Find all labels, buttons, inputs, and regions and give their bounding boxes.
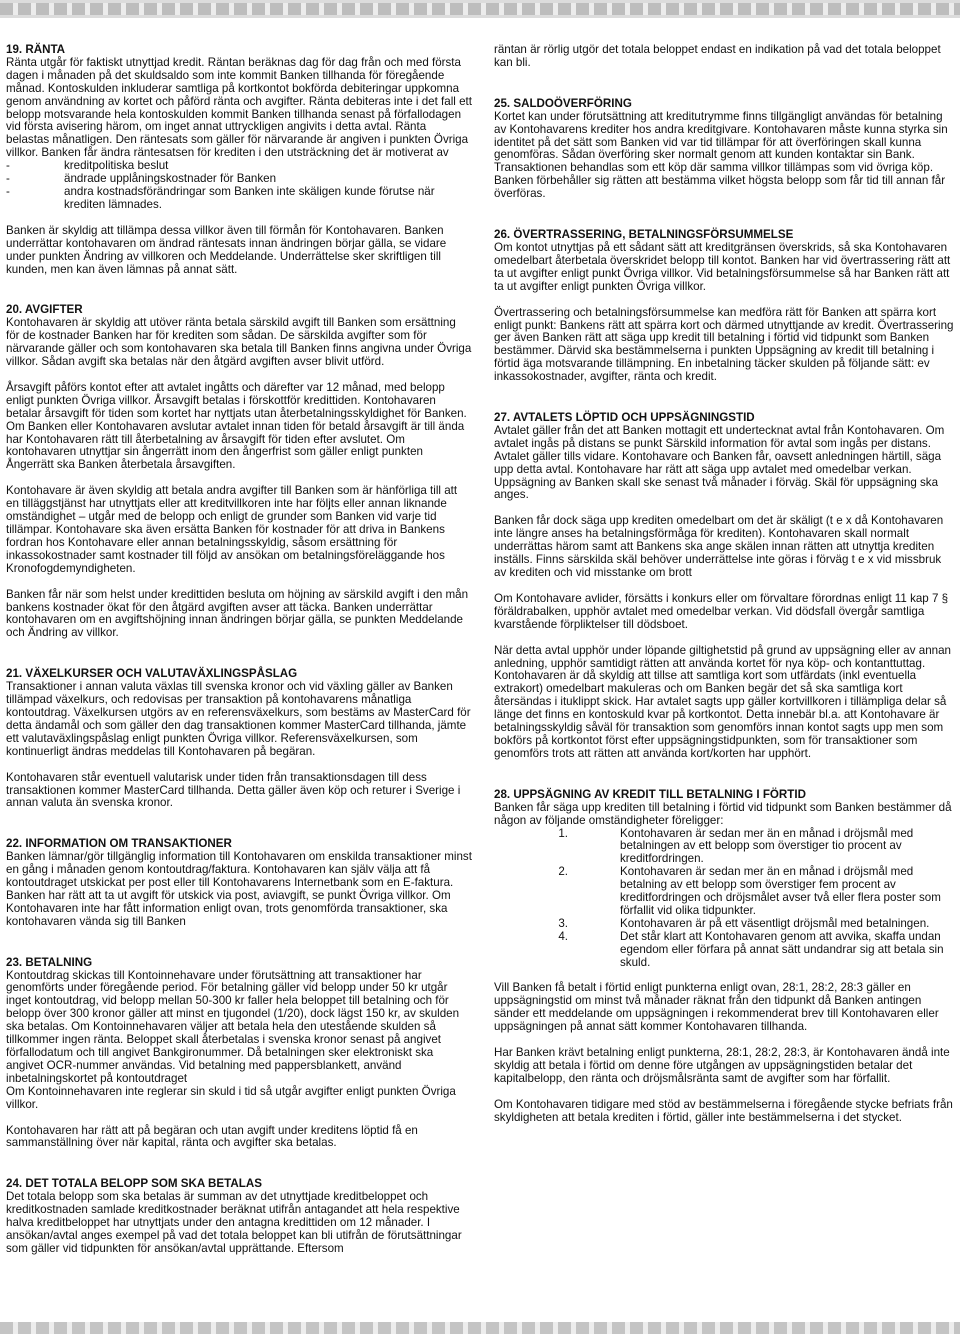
- conditions-list: [494, 828, 956, 970]
- section-heading: 28. UPPSÄGNING AV KREDIT TILL BETALNING I FÖRTID: [494, 787, 806, 801]
- section-heading: 23. BETALNING: [6, 955, 93, 969]
- paragraph: Banken får när som helst under kredittiden besluta om höjning av särskild avgift i den mån bankens kostnader ökat för den åtgärd avgiften avser att täcka. Banken underrättar kontohavaren om en avgiftshöjning innan ändringen börjar gälla, se punkten Meddelande och Ändring av villkor.: [6, 587, 469, 640]
- paragraph: Kortet kan under förutsättning att kreditutrymme finns tillgängligt användas för betalning av Kontohavarens krediter hos andra kreditgivare. Kontohavaren måste kunna styrka sin identitet på det sätt som Banken vid var tid tillämpar för att överföringen skall kunna genomföras. Sådan överföring sker normalt genom att kunden kontaktar sin Bank. Transaktionen behandlas som ett köp där samma villkor tillämpas som vid övriga köp. Banken förbehåller sig rätten att bestämma vilket högsta belopp som får tid till annan får överföras.: [494, 109, 948, 201]
- paragraph: Vill Banken få betalt i förtid enligt punkterna enligt ovan, 28:1, 28:2, 28:3 gäller en uppsägningstid om minst två månader räknat från den tidpunkt då Banken antingen sänder ett meddelande om uppsägningen i rekommenderat brev till Kontohavaren eller uppsägningen på annat sätt kommer Kontohavaren tillhanda.: [494, 981, 939, 1034]
- section-24-continued: [494, 44, 956, 70]
- paragraph: Kontohavaren har rätt att på begäran och utan avgift under kreditens löptid få en sammanställning över när kapital, ränta och avgifter ska betalas.: [6, 1123, 418, 1150]
- section-heading: 25. SALDOÖVERFÖRING: [494, 96, 632, 110]
- paragraph: Transaktioner i annan valuta växlas till svenska kronor och vid växling gäller av Banken tillämpad växelkurs, och redovisas per transaktion på kontohavarens månatliga kontoutdrag. Växelkursen utgörs av en referensväxelkurs, som bestäms av MasterCard för detta ändamål och som gäller den dag transaktionen kommer MasterCard tillhanda, jämte ett valutaväxlingspåslag enligt punkten Övriga villkor. Referensväxelkursen, som kontinuerligt ändras meddelas till Kontohavaren på begäran.: [6, 680, 471, 758]
- paragraph: Kontoutdrag skickas till Kontoinnehavare under förutsättning att transaktioner har genomförts under föregående period. För betalning gäller vid belopp under 50 kr utgår inget kontoutdrag, vid belopp mellan 50-300 kr faller hela beloppet till betalning och för belopp över 300 kronor gäller att minst en tjugondel (1/20), dock lägst 150 kr, av skulden ska betalas. Om Kontoinnehavaren väljer att betala hela den utestående skulden så tillkommer ingen ränta. Beloppet skall återbetalas i svenska kronor senast på angivet förfallodatum och till angivet Bankgironummer. Då betalningen sker elektroniskt ska angivet OCR-nummer användas. Vid betalning med pappersblankett, använd inbetalningskortet på kontoutdraget: [6, 968, 460, 1085]
- reason-list: [6, 160, 472, 212]
- left-column: [6, 44, 472, 1271]
- section-19-interest: [6, 44, 472, 276]
- paragraph: Övertrassering och betalningsförsummelse kan medföra rätt för Banken att spärra kort enligt punkt: Bankens rätt att spärra kort och därmed utnyttjande av kredit. Övertrassering ger även Banken rätt att säga upp kredit till betalning i förtid vid tidpunkt som Banken bestämmer. Därvid ska bestämmelserna i punkten Uppsägning av kredit till betalning i förtid äga motsvarande tillämpning. En inbetalning täcker skulden på följande sätt: ev inkassokostnader, avgifter, ränta och kredit.: [494, 305, 954, 384]
- list-item: - ändrade upplåningskostnader för Banken: [6, 173, 472, 186]
- top-stripe-pattern: [0, 3, 960, 15]
- section-heading: 26. ÖVERTRASSERING, BETALNINGSFÖRSUMMELSE: [494, 228, 794, 242]
- list-text: Kontohavaren är sedan mer än en månad i dröjsmål med betalning av ett belopp som överstiger fem procent av kreditfordringen och dröjsmålet avser två eller flera poster som förfallit vid olika tidpunkter.: [620, 865, 941, 917]
- paragraph: Årsavgift påförs kontot efter att avtalet ingåtts och därefter var 12 månad, med belopp enligt punkten Övriga villkor. Årsavgift betalas i förskottför kredittiden. Kontohavaren betalar årsavgift för tiden som kortet har nyttjats utan återbetalningsskyldighet för Banken. Om Banken eller Kontohavaren avslutar avtalet innan tiden för betald årsavgift är till ända har Kontohavaren rätt till återbetalning av årsavgift för tiden efter avslutet. Om kontohavaren utnyttjar sin ångerrätt inom den ångerfrist som gäller enligt punkten Ångerrätt ska Banken återbetala årsavgiften.: [6, 380, 467, 472]
- paragraph: Om kontot utnyttjas på ett sådant sätt att kreditgränsen överskrids, så ska Kontohavaren omedelbart återbetala överskridet belopp till kontot. Banken har vid övertrassering rätt att ta ut avgifter enligt punkt Övriga villkor. Vid betalningsförsummelse så har Banken rätt att ta ut avgifter enligt punkten Övriga villkor.: [494, 240, 951, 293]
- list-text: Kontohavaren är sedan mer än en månad i dröjsmål med betalningen av ett belopp som överstiger tio procent av kreditfordringen.: [620, 826, 914, 866]
- paragraph: Banken får dock säga upp krediten omedelbart om det är skäligt (t e x då Kontohavaren inte längre anses ha betalningsförmåga för krediten). Kontohavaren skall normalt underrättas härom samt att Bankens ska ange skälen innan rätten att utnyttja krediten inställs. Finns särskilda skäl behöver underrättelse inte göras i förväg t e x vid missbruk av krediten och vid misstanke om brott: [494, 514, 944, 579]
- section-23-payment: [6, 957, 472, 1151]
- list-number: 1.: [558, 826, 568, 840]
- list-item: [494, 918, 956, 931]
- paragraph: Om Kontohavare avlider, försätts i konkurs eller om förvaltare förordnas enligt 11 kap 7 § föräldrabalken, upphör avtalet med omedelbar verkan. Vid dödsfall övergår samtliga kvarstående förpliktelser till dödsboet.: [494, 591, 949, 631]
- paragraph: Kontohavaren är skyldig att utöver ränta betala särskild avgift till Banken som ersättning för de kostnader Banken har för krediten som sådan. De särskilda avgifter som för närvarande gäller och som kontohavaren ska betala till Banken finns angivna under Övriga villkor. Sådan avgift ska betalas när den åtgärd avgiften avser blivit utförd.: [6, 316, 472, 369]
- top-decorative-bar: [0, 0, 960, 18]
- paragraph: Har Banken krävt betalning enligt punkterna, 28:1, 28:2, 28:3, är Kontohavaren ändå inte skyldig att betala i förtid om denne före utgången av uppsägningstiden betalar det kapitalbelopp, den ränta och dröjsmålsränta samt de avgifter som har förfallit.: [494, 1046, 950, 1085]
- paragraph: Ränta utgår för faktiskt utnyttjad kredit. Räntan beräknas dag för dag från och med första dagen i månaden på det skuldsaldo som inte kommit Banken tillhanda för föregående månad. Kontoskulden inkluderar samtliga på kortkontot bokförda debiteringar uppkomna genom användning av kortet och påförd ränta och avgifter. Ränta debiteras inte i det fall ett belopp motsvarande hela kontoskulden kommit Banken tillhanda senast på förfallodagen vid första avisering härom, om inget annat uttryckligen angivits i detta avtal. Ränta belastas månatligen. Den räntesats som gäller för närvarande är angiven i punkten Övriga villkor. Banken får ändra räntesatsen för krediten i den utsträckning det är motiverat av: [6, 55, 472, 160]
- section-heading: 24. DET TOTALA BELOPP SOM SKA BETALAS: [6, 1177, 262, 1191]
- list-number: 2.: [558, 865, 568, 879]
- list-item: - kreditpolitiska beslut: [6, 160, 472, 173]
- section-heading: 20. AVGIFTER: [6, 303, 83, 317]
- paragraph: Om Kontoinnehavaren inte reglerar sin skuld i tid så utgår avgifter enligt punkten Övriga villkor.: [6, 1084, 456, 1111]
- paragraph: Om Kontohavaren tidigare med stöd av bestämmelserna i föregående stycke befriats från skyldigheten att betala krediten i förtid, gäller inte bestämmelserna i det stycket.: [494, 1097, 953, 1124]
- paragraph: Kontohavaren står eventuell valutarisk under tiden från transaktionsdagen till dess transaktionen kommer MasterCard tillhanda. Detta gäller även köp och returer i Sverige i annan valuta än svenska kronor.: [6, 770, 461, 810]
- paragraph: Banken lämnar/gör tillgänglig information till Kontohavaren om enskilda transaktioner minst en gång i månaden genom kontoutdrag/faktura. Kontohavaren kan själv välja att få kontoutdraget utskickat per post eller till Kontohavarens Internetbank som en E-faktura. Banken har rätt att ta ut avgift för utskick via post, aviavgift, se punkt Övriga villkor. Om Kontohavaren inte har fått information enligt ovan, trots genomförda transaktioner, ska kontohavaren vända sig till Banken: [6, 850, 472, 928]
- section-20-fees: [6, 304, 472, 640]
- list-item: [494, 828, 956, 867]
- paragraph: Avtalet gäller från det att Banken mottagit ett undertecknat avtal från Kontohavaren. Om avtalet ingås på distans se punkt Särskild information för avtal som ingås per distans. Avtalet gäller tills vidare. Kontohavare och Banken får, oavsett anledningen härtill, säga upp detta avtal. Kontohavare har rätt att säga upp avtalet med omedelbar verkan. Uppsägning av Banken skall ske senast två månader i förväg. Skäl för uppsägning ska anges.: [494, 423, 945, 502]
- paragraph: Kontohavare är även skyldig att betala andra avgifter till Banken som är hänförliga till att en tilläggstjänst har utnyttjats eller att kreditvillkoren inte har följts eller annan liknande omständighet – utgår med de belopp och enligt de grunder som Banken vid varje tid tillämpar. Kontohavare ska även ersätta Banken för kostnader för att driva in Bankens fordran hos Kontohavare eller annan betalningsskyldig, såsom ersättning för inkassokostnader samt kostnader till följd av ansökan om betalningsföreläggande hos Kronofogdemyndigheten.: [6, 484, 458, 575]
- section-22-transaction-info: [6, 838, 472, 928]
- section-26-overdraft: [494, 229, 956, 384]
- paragraph: När detta avtal upphör under löpande giltighetstid på grund av uppsägning eller av annan anledning, upphör samtidigt rätten att använda kortet för nya köp- och kontanttuttag. Kontohavaren är då skyldig att tillse att samtliga kort som utfärdats (inkl eventuella extrakort) omedelbart makuleras och om Banken begär det så ska samtliga kort återsändas i ituklippt skick. Har avtalet sagts upp gäller kortvillkoren i tillämpliga delar så länge det finns en kontoskuld kvar på kortkontot. Detta innebär bl.a. att Kontohavare är betalningsskyldig såväl för transaktion som genomförs innan kontot sagts upp men som bokförs på kortkontot först efter uppsägningstidpunkten, som för transaktioner som genomförs trots att rätten att använda kort/korten har upphört.: [494, 643, 951, 760]
- list-item: [494, 931, 956, 970]
- section-heading: 22. INFORMATION OM TRANSAKTIONER: [6, 837, 232, 851]
- paragraph: Banken är skyldig att tillämpa dessa villkor även till förmån för Kontohavaren. Banken underrättar kontohavaren om ändrad räntesats innan ändringen börjar gälla, se vidare under punkten Ändring av villkoren och Meddelande. Underrättelse sker skriftligen till kunden, men kan även lämnas på annat sätt.: [6, 223, 447, 276]
- paragraph: räntan är rörlig utgör det totala beloppet endast en indikation på vad det totala beloppet kan bli.: [494, 43, 941, 69]
- section-heading: 19. RÄNTA: [6, 43, 66, 56]
- section-24-total-amount: [6, 1178, 472, 1255]
- section-28-early-termination: [494, 789, 956, 1125]
- list-number: 3.: [558, 916, 568, 930]
- list-text: Det står klart att Kontohavaren genom att avvika, skaffa undan egendom eller förfara på annat sätt undandrar sig att betala sin skuld.: [620, 929, 944, 969]
- section-heading: 21. VÄXELKURSER OCH VALUTAVÄXLINGSPÅSLAG: [6, 667, 298, 681]
- list-item: [494, 866, 956, 918]
- section-25-balance-transfer: [494, 98, 956, 201]
- paragraph: Banken får säga upp krediten till betalning i förtid vid tidpunkt som Banken bestämmer då någon av följande omständigheter föreligger:: [494, 800, 952, 827]
- section-21-exchange-rates: [6, 668, 472, 810]
- list-item: - andra kostnadsförändringar som Banken inte skäligen kunde förutse när krediten lämnades.: [6, 186, 472, 212]
- section-27-term-and-notice: [494, 412, 956, 761]
- right-column: [494, 44, 956, 1140]
- section-heading: 27. AVTALETS LÖPTID OCH UPPSÄGNINGSTID: [494, 411, 755, 425]
- list-text: Kontohavaren är på ett väsentligt dröjsmål med betalningen.: [620, 916, 930, 930]
- paragraph: Det totala belopp som ska betalas är summan av det utnyttjade kreditbeloppet och kreditkostnaden samlade kreditkostnader beräknat utifrån antagandet att hela respektive halva kreditbeloppet har utnyttjats under den antagna kredittiden om 12 månader. I ansökan/avtal anges exempel på vad det totala beloppet kan bli utifrån de förutsättningar som gäller vid tidpunkten för ansökan/avtal upprättande. Eftersom: [6, 1190, 462, 1255]
- bottom-decorative-bar: [0, 1322, 960, 1334]
- list-number: 4.: [558, 929, 568, 943]
